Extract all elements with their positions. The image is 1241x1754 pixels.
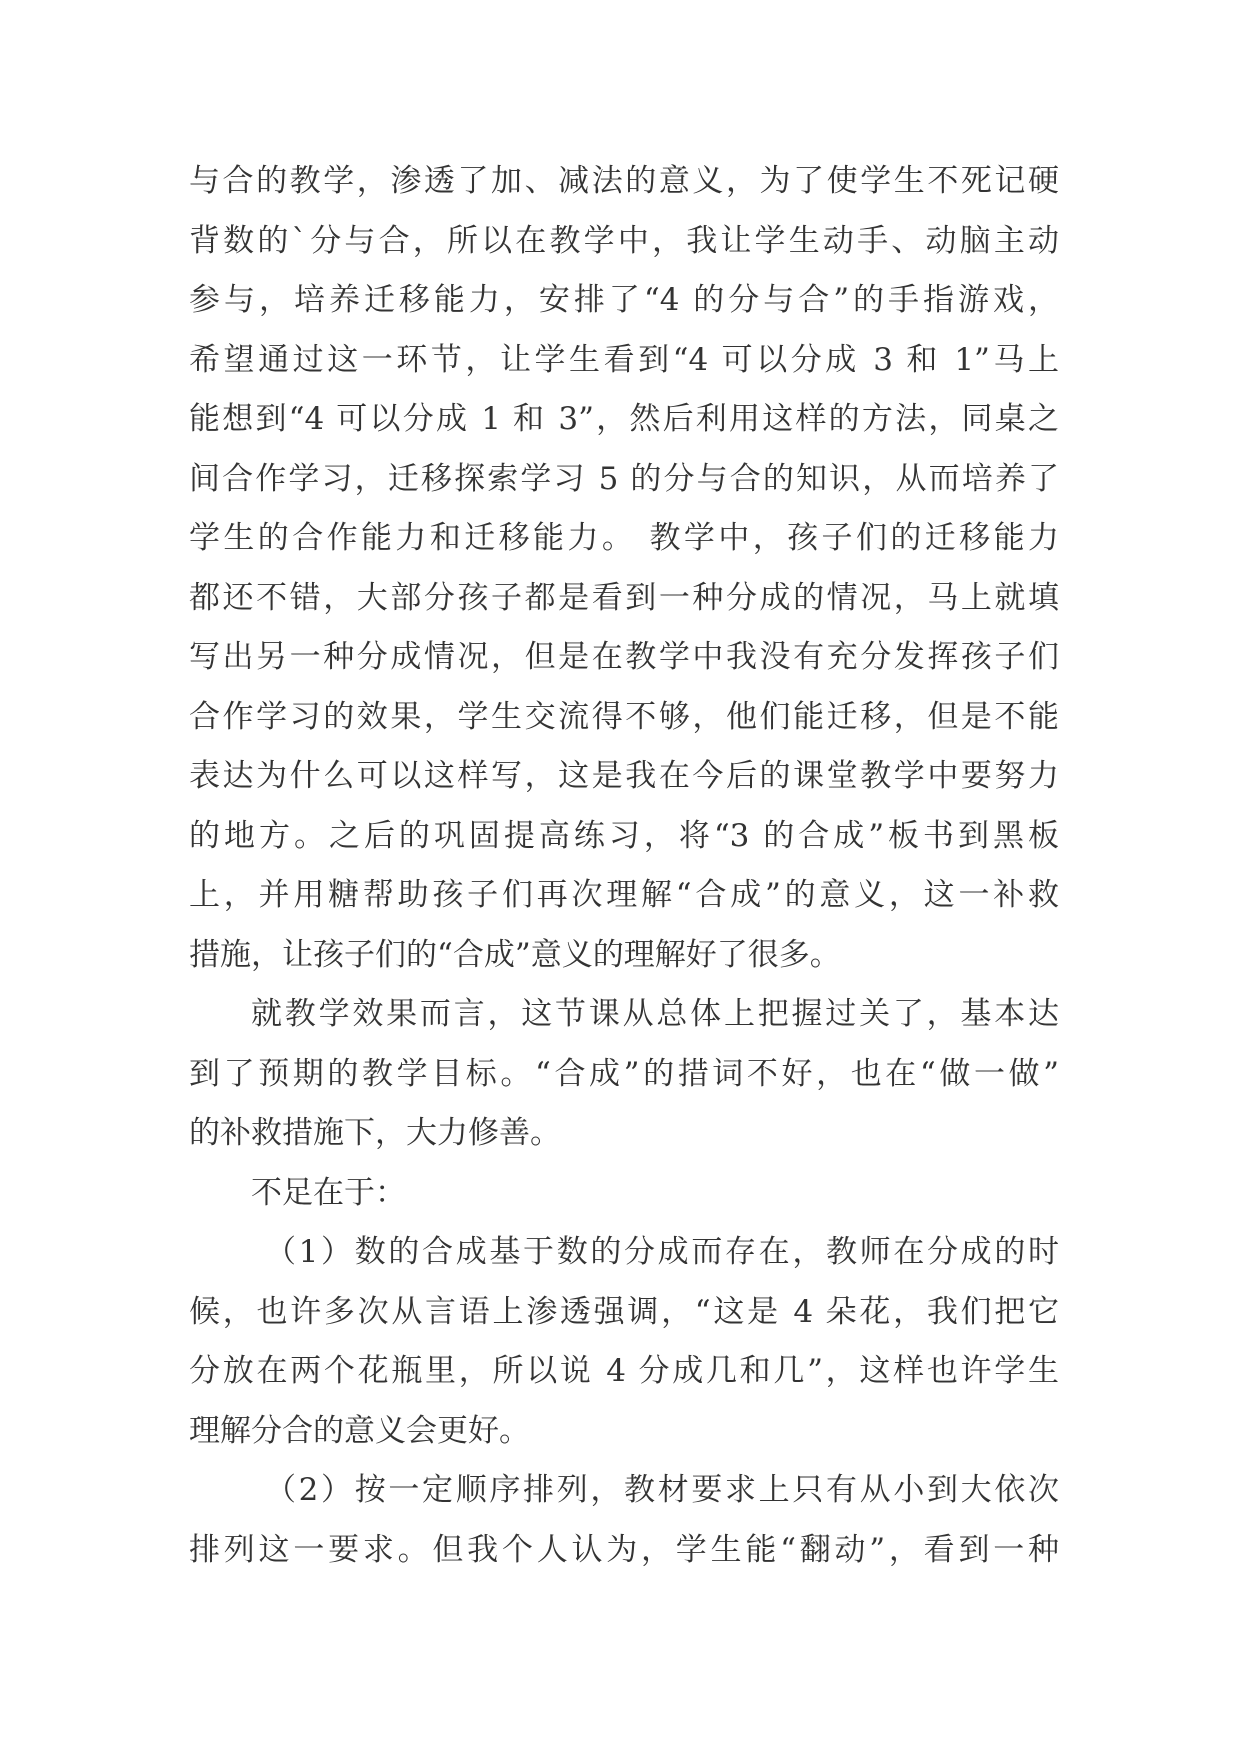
text-line: 分放在两个花瓶里，所以说 4 分成几和几”，这样也许学生: [189, 1353, 1059, 1389]
text-line: 间合作学习，迁移探索学习 5 的分与合的知识，从而培养了: [189, 460, 1059, 497]
text-line: 写出另一种分成情况，但是在教学中我没有充分发挥孩子们: [189, 639, 1059, 675]
text-line: 希望通过这一环节，让学生看到“4 可以分成 3 和 1”马上: [189, 341, 1059, 378]
paragraph-first-line: 不足在于：: [251, 1174, 406, 1211]
document-body: [189, 152, 1059, 1580]
text-line: 合作学习的效果，学生交流得不够，他们能迁移，但是不能: [189, 698, 1059, 735]
text-line: 表达为什么可以这样写，这是我在今后的课堂教学中要努力: [189, 758, 1059, 794]
text-line: 与合的教学，渗透了加、减法的意义，为了使学生不死记硬: [189, 163, 1059, 199]
text-line: 到了预期的教学目标。“合成”的措词不好，也在“做一做”: [189, 1055, 1059, 1092]
text-line: 的地方。之后的巩固提高练习，将“3 的合成”板书到黑板: [189, 817, 1059, 854]
text-line: 上，并用糖帮助孩子们再次理解“合成”的意义，这一补救: [189, 877, 1059, 913]
text-line: 背数的`分与合，所以在教学中，我让学生动手、动脑主动: [189, 222, 1059, 259]
text-line: 措施，让孩子们的“合成”意义的理解好了很多。: [189, 936, 841, 973]
text-line: 的补救措施下，大力修善。: [189, 1115, 561, 1151]
list-item-first-line: （1）数的合成基于数的分成而存在，教师在分成的时: [265, 1234, 1059, 1270]
text-line: 能想到“4 可以分成 1 和 3”，然后利用这样的方法，同桌之: [189, 401, 1059, 437]
text-line: 参与，培养迁移能力，安排了“4 的分与合”的手指游戏，: [189, 282, 1059, 318]
text-line: 学生的合作能力和迁移能力。 教学中，孩子们的迁移能力: [189, 520, 1059, 556]
text-line: 候，也许多次从言语上渗透强调，“这是 4 朵花，我们把它: [189, 1293, 1059, 1330]
paragraph-first-line: 就教学效果而言，这节课从总体上把握过关了，基本达: [251, 996, 1059, 1032]
text-line: 理解分合的意义会更好。: [189, 1412, 530, 1449]
text-line: 都还不错，大部分孩子都是看到一种分成的情况，马上就填: [189, 579, 1059, 616]
list-item-first-line: （2）按一定顺序排列，教材要求上只有从小到大依次: [265, 1472, 1059, 1508]
text-line: 排列这一要求。但我个人认为，学生能“翻动”，看到一种: [189, 1531, 1059, 1568]
